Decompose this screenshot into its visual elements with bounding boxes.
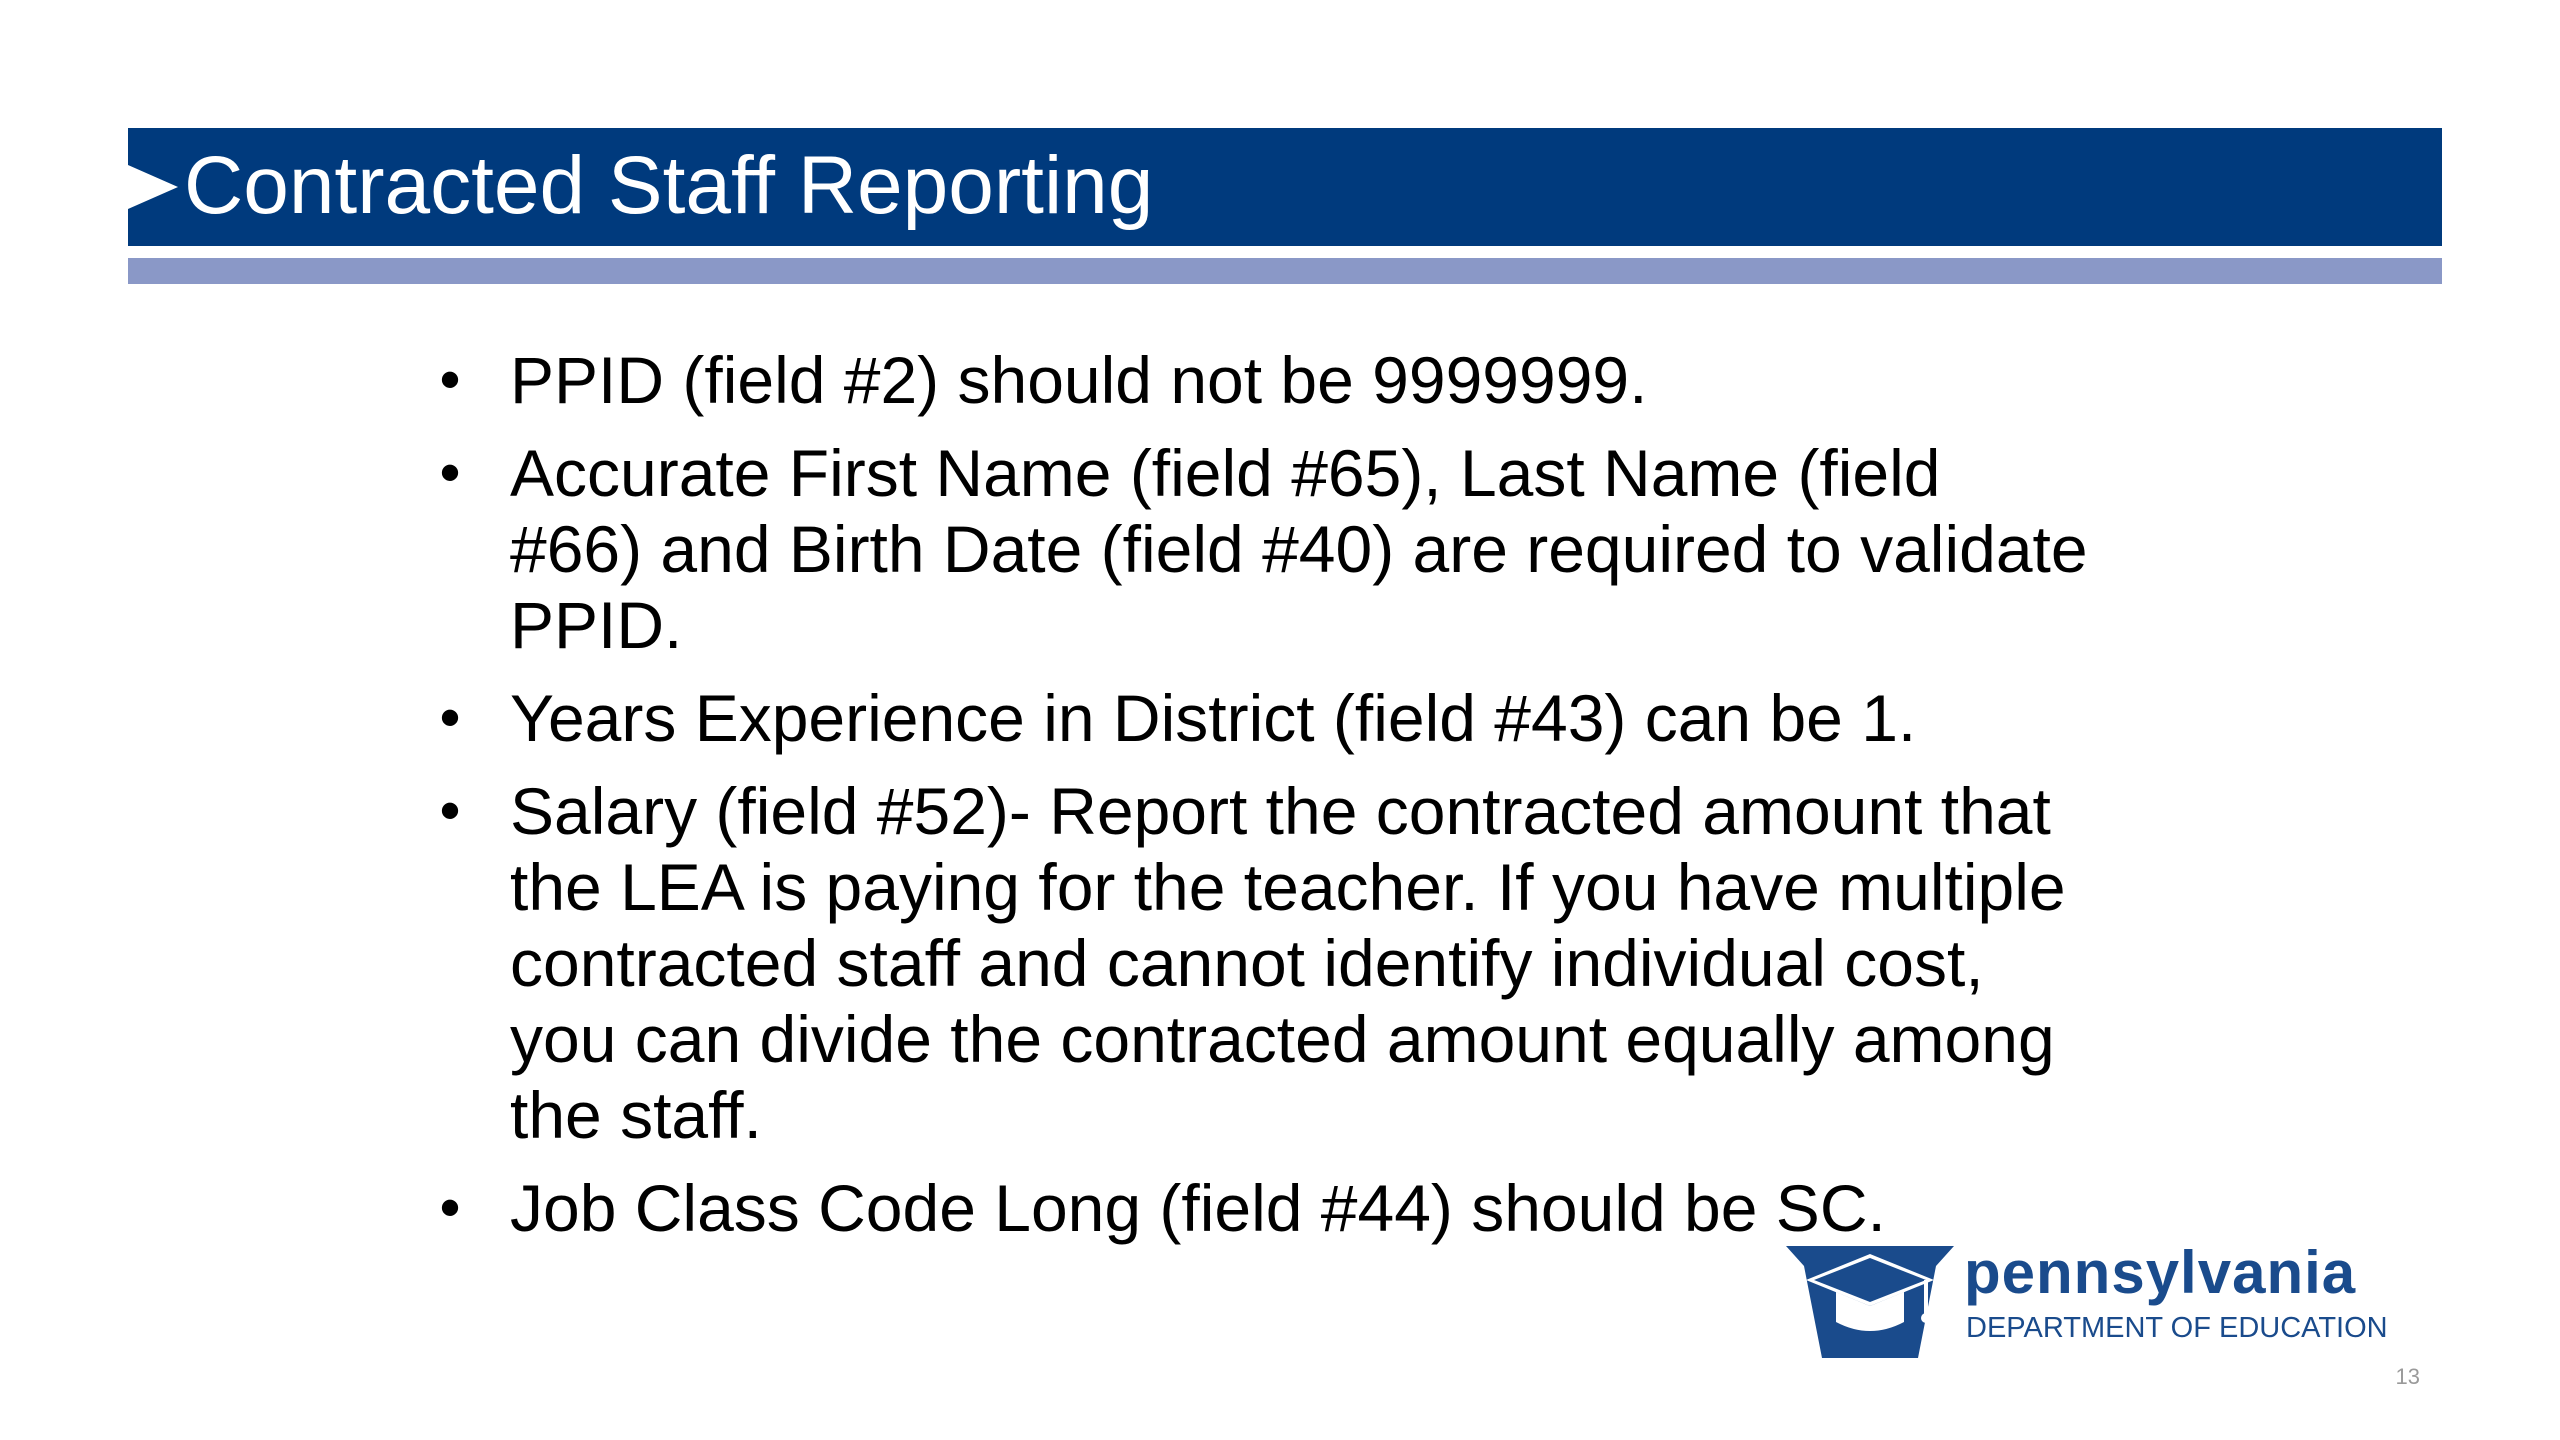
bullet-item (430, 342, 2090, 418)
pa-education-logo (1786, 1236, 2446, 1368)
bullet-list (430, 342, 2090, 1263)
bullet-item (430, 680, 2090, 756)
bullet-icon: • (439, 346, 461, 413)
bullet-text: PPID (field #2) should not be 9999999. (510, 343, 1648, 417)
bullet-icon: • (439, 777, 461, 844)
bullet-icon: • (439, 1174, 461, 1241)
bullet-icon: • (439, 684, 461, 751)
bullet-text: Accurate First Name (field #65), Last Name (field #66) and Birth Date (field #40) are required to validate PPID. (510, 436, 2088, 662)
slide-title: Contracted Staff Reporting (184, 140, 1154, 231)
logo-department: DEPARTMENT OF EDUCATION (1966, 1312, 2388, 1344)
bullet-text: Years Experience in District (field #43) can be 1. (510, 681, 1917, 755)
bullet-item (430, 435, 2090, 663)
page-number: 13 (2395, 1364, 2420, 1389)
bullet-item (430, 773, 2090, 1153)
bullet-item (430, 1170, 2090, 1246)
bullet-text: Salary (field #52)- Report the contracted amount that the LEA is paying for the teacher. If you have multiple contracted staff and cannot identify individual cost, you can divide the contracted amount equally among the staff. (510, 774, 2066, 1152)
title-underline-bar (128, 258, 2442, 284)
bullet-text: Job Class Code Long (field #44) should be SC. (510, 1171, 1886, 1245)
title-arrow-icon (128, 165, 178, 209)
bullet-icon: • (439, 439, 461, 506)
keystone-graduation-cap-icon (1786, 1236, 1954, 1368)
logo-name: pennsylvania (1964, 1239, 2357, 1306)
